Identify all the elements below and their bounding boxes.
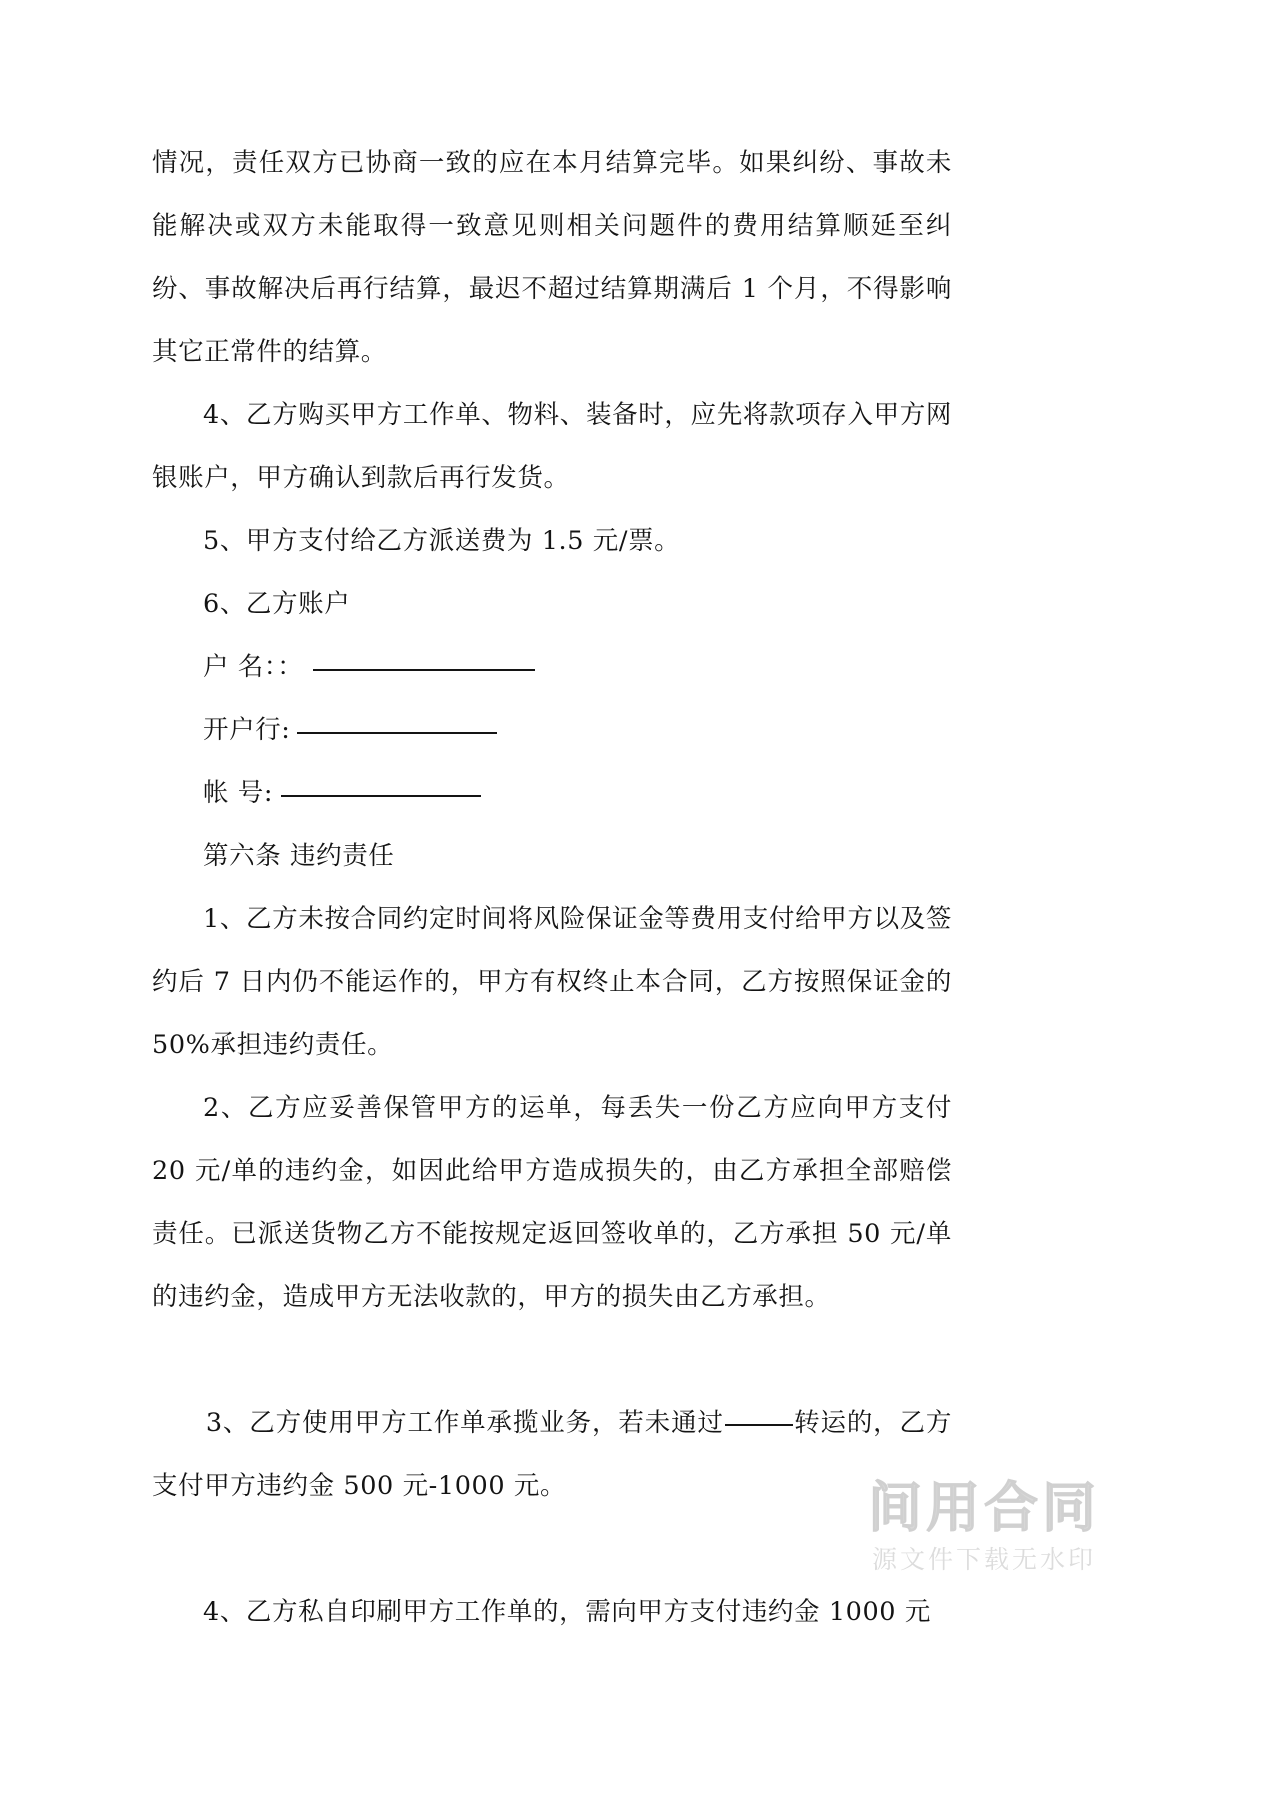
field-account-number xyxy=(152,762,952,825)
watermark-logo-text: 间用合同 xyxy=(868,1476,1100,1540)
clause-6-3-inline-blank[interactable] xyxy=(725,1423,793,1426)
paragraph-clause-5-5: 5、甲方支付给乙方派送费为 1.5 元/票。 xyxy=(203,526,681,556)
paragraph-clause-6-2: 2、乙方应妥善保管甲方的运单，每丢失一份乙方应向甲方支付 20 元/单的违约金，如因此给甲方造成损失的，由乙方承担全部赔偿责任。已派送货物乙方不能按规定返回签收单的，乙方承担 50 元/单的违约金，造成甲方无法收款的，甲方的损失由乙方承担。 xyxy=(152,1093,961,1312)
watermark-subtitle: 源文件下载无水印 xyxy=(871,1544,1096,1574)
paragraph-clause-5-6: 6、乙方账户 xyxy=(203,589,351,619)
document-body xyxy=(152,132,961,1644)
field-account-number-blank[interactable] xyxy=(281,795,481,797)
field-account-name-blank[interactable] xyxy=(313,669,535,671)
heading-article-six: 第六条 违约责任 xyxy=(203,841,395,871)
clause-6-3-text-after: 转运的，乙方支付甲方违约金 500 元-1000 元。 xyxy=(152,1408,953,1501)
paragraph-clause-6-4: 4、乙方私自印刷甲方工作单的，需向甲方支付违约金 1000 元 xyxy=(203,1597,931,1627)
field-account-name-label: 户 名：： xyxy=(203,652,304,682)
paragraph-carryover: 情况，责任双方已协商一致的应在本月结算完毕。如果纠纷、事故未能解决或双方未能取得一致意见则相关问题件的费用结算顺延至纠纷、事故解决后再行结算，最迟不超过结算期满后 1 个月，不得影响其它正常件的结算。 xyxy=(152,148,952,367)
paragraph-clause-5-4: 4、乙方购买甲方工作单、物料、装备时，应先将款项存入甲方网银账户，甲方确认到款后再行发货。 xyxy=(152,400,952,493)
paragraph-clause-6-1: 1、乙方未按合同约定时间将风险保证金等费用支付给甲方以及签约后 7 日内仍不能运作的，甲方有权终止本合同，乙方按照保证金的 50%承担违约责任。 xyxy=(152,904,961,1060)
field-account-bank-blank[interactable] xyxy=(297,732,497,734)
field-account-bank xyxy=(152,699,952,762)
field-account-number-label: 帐 号: xyxy=(203,778,274,808)
field-account-name xyxy=(152,636,952,699)
paragraph-clause-6-3 xyxy=(152,1329,952,1581)
clause-6-3-text-before: 3、乙方使用甲方工作单承揽业务，若未通过 xyxy=(205,1408,724,1438)
field-account-bank-label: 开户行: xyxy=(203,715,291,745)
